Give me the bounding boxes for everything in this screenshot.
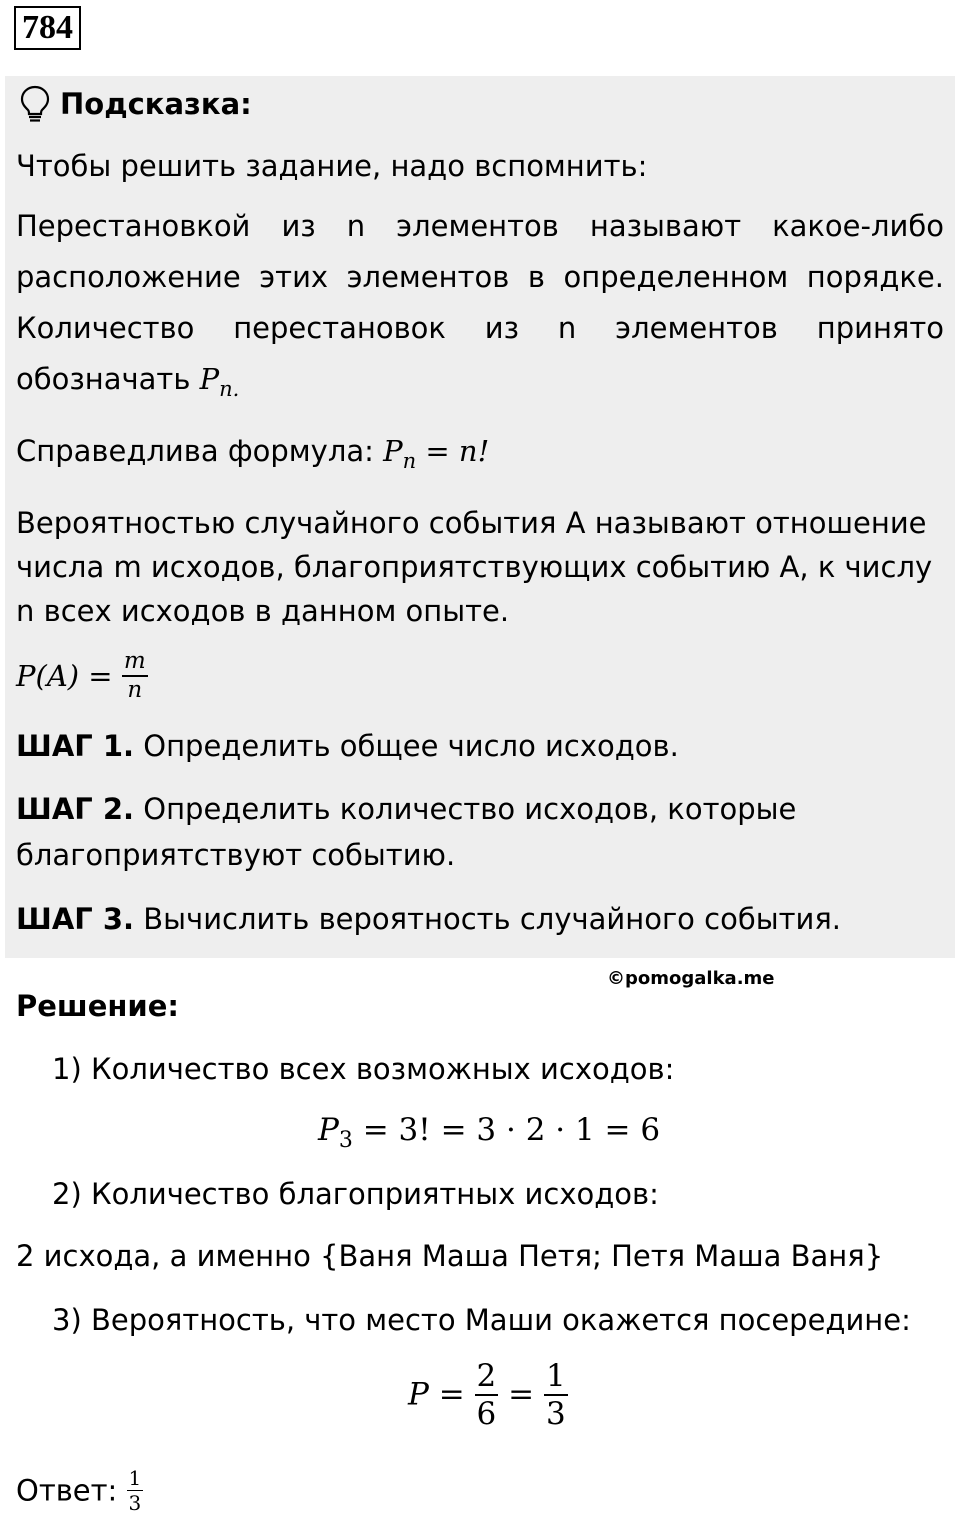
equation-1-subscript: 3 [338, 1128, 353, 1154]
step-2-text-line-1: Определить количество исходов, которые [143, 792, 797, 826]
permutation-subscript: n. [219, 376, 240, 401]
solution-item-1: 1) Количество всех возможных исходов: [52, 1052, 675, 1086]
step-2-text-line-2: благоприятствуют событию. [16, 838, 456, 872]
hint-title: Подсказка: [60, 87, 252, 121]
step-3-label: ШАГ 3. [16, 902, 135, 936]
answer-label: Ответ: [16, 1473, 118, 1508]
formula-subscript: n [402, 448, 417, 473]
equation-3-equals: = [508, 1376, 535, 1413]
favorable-outcomes: 2 исхода, а именно {Ваня Маша Петя; Петя Маша Ваня} [16, 1239, 884, 1273]
equation-1-rhs: = 3! = 3 · 2 · 1 = 6 [362, 1112, 661, 1148]
permutation-line-1: Перестановкой из n элементов называют какое-либо [16, 209, 944, 243]
probability-formula-lhs: P(A) = [16, 659, 113, 693]
task-number: 784 [14, 6, 81, 50]
answer-fraction-denominator: 3 [128, 1491, 142, 1515]
answer-fraction [127, 1466, 144, 1515]
hint-intro: Чтобы решить задание, надо вспомнить: [16, 149, 648, 183]
formula-rhs: = n! [425, 434, 490, 468]
probability-line-3: n всех исходов в данном опыте. [16, 594, 510, 628]
equation-3-fraction-2-denominator: 3 [545, 1396, 566, 1432]
equation-3 [408, 1358, 568, 1432]
answer-fraction-numerator: 1 [128, 1466, 142, 1490]
probability-line-1: Вероятностью случайного события А называют отношение [16, 506, 927, 540]
formula-label: Справедлива формула: [16, 434, 374, 468]
formula-line [16, 433, 489, 479]
probability-line-2: числа m исходов, благоприятствующих событию А, к числу [16, 550, 933, 584]
step-3 [16, 901, 841, 937]
permutation-line-3: Количество перестановок из n элементов принято [16, 311, 944, 345]
step-3-text: Вычислить вероятность случайного события. [143, 902, 842, 936]
step-1-label: ШАГ 1. [16, 729, 135, 763]
equation-3-fraction-2-numerator: 1 [545, 1358, 566, 1394]
step-1 [16, 728, 679, 764]
equation-1 [318, 1112, 660, 1159]
formula-p: P [383, 434, 403, 468]
probability-formula [16, 648, 148, 704]
step-2 [16, 791, 796, 827]
equation-3-p: P = [408, 1376, 465, 1413]
probability-fraction-numerator: m [122, 648, 148, 677]
copyright: ©pomogalka.me [607, 968, 775, 989]
probability-fraction-denominator: n [127, 677, 143, 703]
step-1-text: Определить общее число исходов. [143, 729, 679, 763]
equation-3-fraction-2 [544, 1358, 568, 1432]
permutation-line-4 [16, 361, 239, 407]
permutation-line-2: расположение этих элементов в определенном порядке. [16, 260, 944, 294]
permutation-line-4-text: обозначать [16, 362, 191, 396]
equation-3-fraction-1 [475, 1358, 499, 1432]
answer [16, 1466, 143, 1515]
step-2-label: ШАГ 2. [16, 792, 135, 826]
equation-3-fraction-1-denominator: 6 [476, 1396, 497, 1432]
solution-title: Решение: [16, 989, 180, 1023]
equation-1-p: P [318, 1112, 339, 1148]
equation-3-fraction-1-numerator: 2 [476, 1358, 497, 1394]
lightbulb-icon [18, 84, 52, 124]
solution-item-2: 2) Количество благоприятных исходов: [52, 1177, 659, 1211]
probability-fraction [122, 648, 148, 704]
solution-item-3: 3) Вероятность, что место Маши окажется посередине: [52, 1303, 911, 1337]
permutation-symbol: P [199, 362, 220, 396]
